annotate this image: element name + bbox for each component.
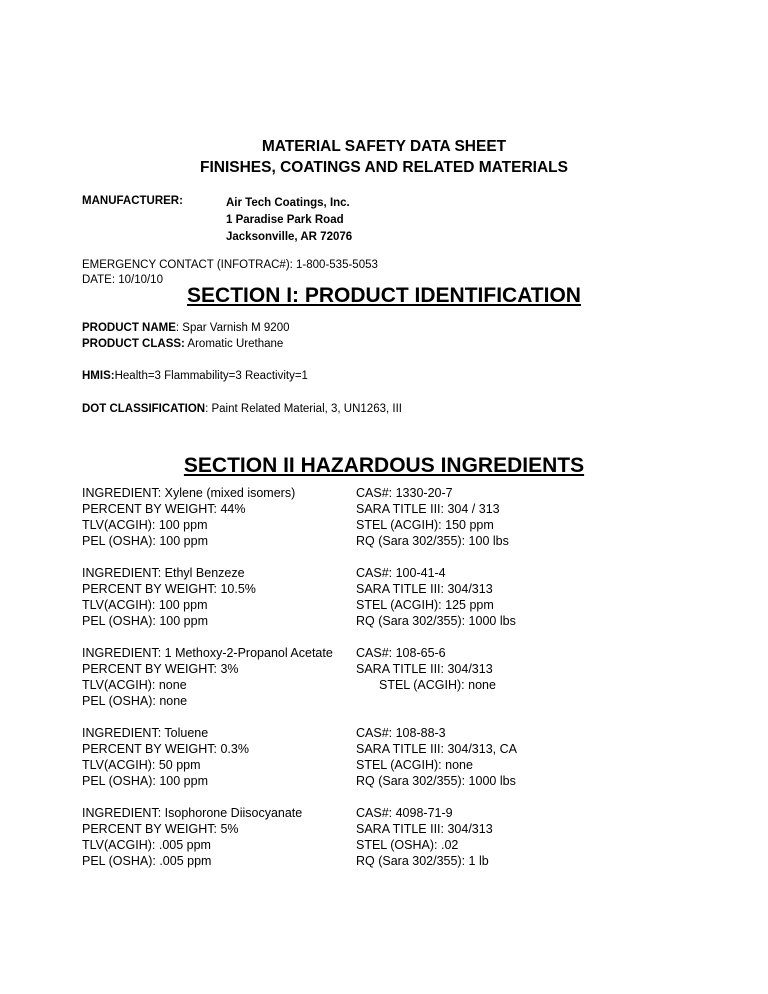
hmis-row [82, 370, 308, 382]
dot-value: : Paint Related Material, 3, UN1263, III [205, 403, 402, 415]
ingredient-block [82, 645, 702, 725]
section-1-heading: SECTION I: PRODUCT IDENTIFICATION [187, 284, 581, 307]
product-class-label: PRODUCT CLASS: [82, 338, 185, 350]
dot-classification-row [82, 403, 402, 415]
ingredient-line: CAS#: 108-65-6 [356, 646, 446, 660]
title-line-1: MATERIAL SAFETY DATA SHEET [261, 138, 507, 155]
ingredient-block [82, 805, 702, 885]
ingredient-line: STEL (ACGIH): 125 ppm [356, 598, 494, 612]
ingredient-line: PERCENT BY WEIGHT: 0.3% [82, 742, 249, 756]
manufacturer-address [226, 195, 352, 246]
document-title [0, 136, 768, 178]
ingredient-left-column [82, 645, 356, 725]
ingredient-line: TLV(ACGIH): .005 ppm [82, 838, 211, 852]
ingredient-line: STEL (ACGIH): 150 ppm [356, 518, 494, 532]
ingredient-line: INGREDIENT: Ethyl Benzeze [82, 566, 245, 580]
ingredient-line: INGREDIENT: Toluene [82, 726, 209, 740]
product-class-row [82, 336, 290, 352]
product-name-label: PRODUCT NAME [82, 322, 176, 334]
ingredient-line: PEL (OSHA): 100 ppm [82, 774, 208, 788]
ingredient-line: STEL (OSHA): .02 [356, 838, 459, 852]
ingredient-block [82, 725, 702, 805]
hmis-label: HMIS: [82, 370, 115, 382]
ingredient-block [82, 485, 702, 565]
ingredient-line: RQ (Sara 302/355): 1000 lbs [356, 774, 516, 788]
manufacturer-address-line-2: Jacksonville, AR 72076 [226, 231, 353, 243]
emergency-contact: EMERGENCY CONTACT (INFOTRAC#): 1-800-535-5053 [82, 259, 378, 271]
ingredient-line: INGREDIENT: Xylene (mixed isomers) [82, 486, 296, 500]
ingredient-line: SARA TITLE III: 304/313 [356, 582, 493, 596]
ingredient-line: PERCENT BY WEIGHT: 5% [82, 822, 239, 836]
ingredient-list [82, 485, 702, 885]
ingredient-line: RQ (Sara 302/355): 1 lb [356, 854, 489, 868]
ingredient-line: SARA TITLE III: 304/313, CA [356, 742, 517, 756]
ingredient-line: SARA TITLE III: 304/313 [356, 662, 493, 676]
product-info [82, 320, 290, 352]
manufacturer-address-line-1: 1 Paradise Park Road [226, 214, 344, 226]
ingredient-line: PEL (OSHA): .005 ppm [82, 854, 212, 868]
title-line-2: FINISHES, COATINGS AND RELATED MATERIALS [200, 159, 568, 176]
ingredient-line: RQ (Sara 302/355): 100 lbs [356, 534, 509, 548]
ingredient-line: PEL (OSHA): 100 ppm [82, 614, 208, 628]
ingredient-right-column [356, 805, 702, 885]
product-name-row [82, 320, 290, 336]
ingredient-left-column [82, 725, 356, 805]
ingredient-line: TLV(ACGIH): 50 ppm [82, 758, 201, 772]
ingredient-right-column [356, 565, 702, 645]
ingredient-block [82, 565, 702, 645]
ingredient-line: SARA TITLE III: 304 / 313 [356, 502, 500, 516]
ingredient-line: STEL (ACGIH): none [379, 678, 496, 692]
dot-label: DOT CLASSIFICATION [82, 403, 206, 415]
ingredient-line: TLV(ACGIH): 100 ppm [82, 518, 208, 532]
ingredient-line: PERCENT BY WEIGHT: 44% [82, 502, 246, 516]
ingredient-line: CAS#: 100-41-4 [356, 566, 446, 580]
ingredient-line: SARA TITLE III: 304/313 [356, 822, 493, 836]
ingredient-line: PEL (OSHA): 100 ppm [82, 534, 208, 548]
ingredient-left-column [82, 485, 356, 565]
ingredient-line: INGREDIENT: Isophorone Diisocyanate [82, 806, 303, 820]
manufacturer-name: Air Tech Coatings, Inc. [226, 197, 350, 209]
ingredient-line: CAS#: 1330-20-7 [356, 486, 453, 500]
section-2-heading: SECTION II HAZARDOUS INGREDIENTS [183, 454, 585, 477]
ingredient-line: PERCENT BY WEIGHT: 10.5% [82, 582, 256, 596]
product-class-value: Aromatic Urethane [184, 338, 284, 350]
product-name-value: : Spar Varnish M 9200 [175, 322, 290, 334]
ingredient-left-column [82, 565, 356, 645]
ingredient-line: PERCENT BY WEIGHT: 3% [82, 662, 239, 676]
ingredient-right-column [356, 485, 702, 565]
manufacturer-label: MANUFACTURER: [82, 195, 183, 207]
document-date: DATE: 10/10/10 [82, 274, 163, 286]
ingredient-left-column [82, 805, 356, 885]
ingredient-line: PEL (OSHA): none [82, 694, 188, 708]
ingredient-line: CAS#: 108-88-3 [356, 726, 446, 740]
hmis-value: Health=3 Flammability=3 Reactivity=1 [114, 370, 308, 382]
ingredient-line: TLV(ACGIH): none [82, 678, 187, 692]
ingredient-line: RQ (Sara 302/355): 1000 lbs [356, 614, 516, 628]
ingredient-right-column [356, 645, 702, 725]
ingredient-line: INGREDIENT: 1 Methoxy-2-Propanol Acetate [82, 646, 333, 660]
ingredient-line: STEL (ACGIH): none [356, 758, 473, 772]
ingredient-right-column [356, 725, 702, 805]
ingredient-line: CAS#: 4098-71-9 [356, 806, 453, 820]
ingredient-line: TLV(ACGIH): 100 ppm [82, 598, 208, 612]
